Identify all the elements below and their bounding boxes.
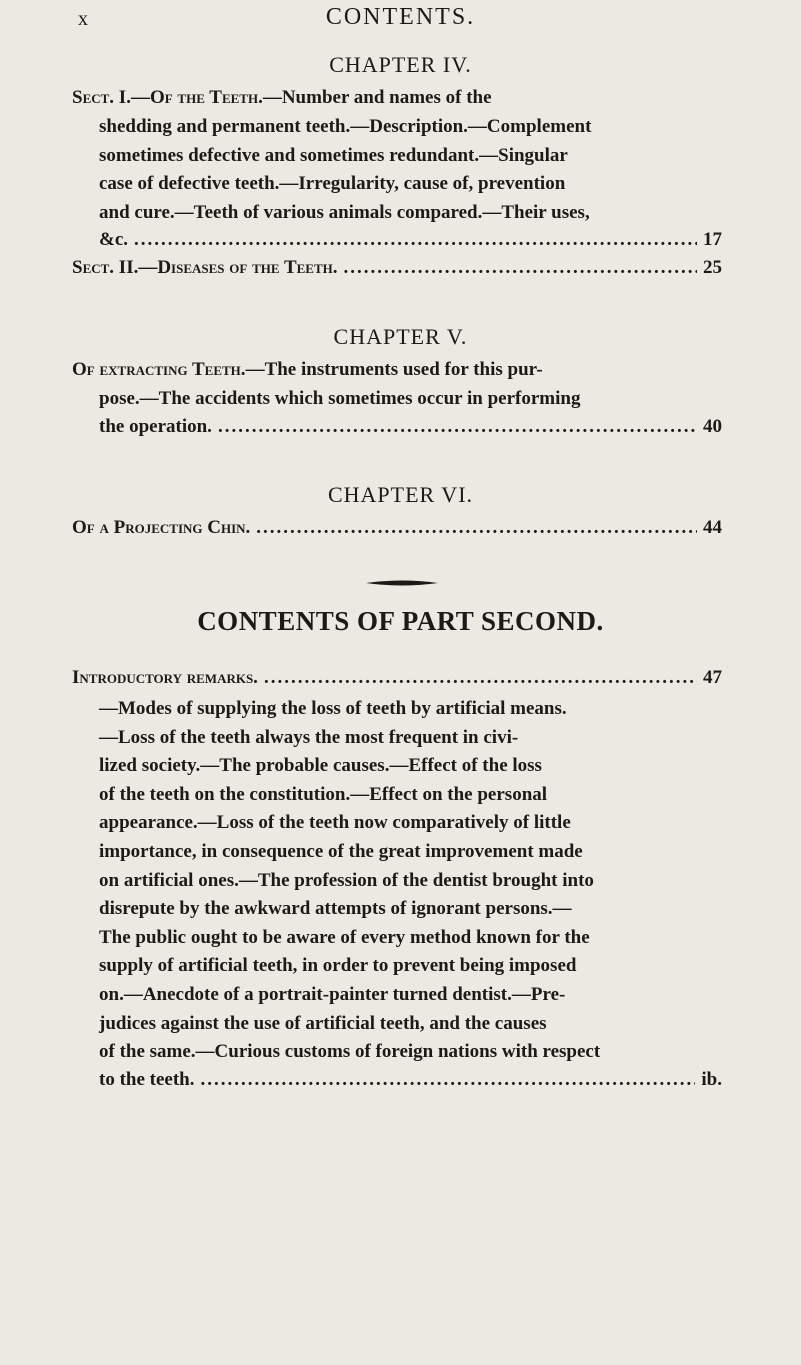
intro-label: Introductory remarks. — [72, 667, 258, 688]
sect-2-label: Sect. II.—Diseases of the Teeth. — [72, 257, 338, 278]
chapter-5-heading: CHAPTER V. — [333, 324, 468, 349]
part-2-line-9: supply of artificial teeth, in order to prevent being imposed — [99, 955, 577, 977]
chapter-5-label: Of extracting Teeth. — [72, 359, 246, 380]
dot-leader — [264, 667, 697, 689]
chapter-4-sect-1-body — [99, 113, 724, 227]
part-2-last-page: ib. — [701, 1069, 722, 1090]
dot-leader — [218, 416, 697, 438]
intro-page: 47 — [703, 667, 722, 688]
part-second-body — [99, 695, 724, 1067]
part-2-line-11: judices against the use of artificial teeth, and the causes — [99, 1012, 547, 1034]
page-number: x — [78, 8, 88, 30]
part-2-line-7: disrepute by the awkward attempts of ignorant persons.— — [99, 898, 572, 920]
sect-1-last-text: &c. — [99, 229, 129, 250]
chapter-4-heading: CHAPTER IV. — [329, 52, 472, 77]
sect-2-page: 25 — [703, 257, 722, 278]
chapter-5-body — [99, 385, 724, 414]
chapter-6-row — [72, 517, 722, 539]
dot-leader — [201, 1069, 696, 1091]
sect-1-line-2: sometimes defective and sometimes redundant.—Singular — [99, 144, 568, 166]
part-2-line-0: —Modes of supplying the loss of teeth by artificial means. — [99, 698, 567, 719]
ornament-rule-icon — [366, 578, 438, 588]
sect-1-line-0: —Number and names of the — [262, 87, 492, 108]
dot-leader — [344, 257, 698, 279]
sect-1-line-1: shedding and permanent teeth.—Description.—Complement — [99, 116, 592, 137]
part-second-title: CONTENTS OF PART SECOND. — [197, 606, 604, 636]
part-2-line-4: appearance.—Loss of the teeth now comparatively of little — [99, 812, 571, 834]
sect-1-page: 17 — [703, 229, 722, 250]
chapter-5-final-row — [99, 416, 722, 438]
chapter-5-line-1: pose.—The accidents which sometimes occur in performing — [99, 388, 581, 409]
chapter-5-page: 40 — [703, 416, 722, 437]
sect-1-final-row — [99, 229, 722, 251]
chapter-6-page: 44 — [703, 517, 722, 538]
sect-1-line-3: case of defective teeth.—Irregularity, cause of, prevention — [99, 173, 566, 195]
chapter-5-line-0: —The instruments used for this pur- — [245, 359, 543, 380]
part-2-final-row — [99, 1069, 722, 1091]
part-2-line-12: of the same.—Curious customs of foreign nations with respect — [99, 1041, 601, 1063]
part-2-line-8: The public ought to be aware of every method known for the — [99, 926, 590, 948]
part-2-line-10: on.—Anecdote of a portrait-painter turned dentist.—Pre- — [99, 983, 566, 1005]
chapter-5-first-line — [72, 359, 722, 381]
part-2-last-text: to the teeth. — [99, 1069, 195, 1090]
sect-1-label: Sect. I.—Of the Teeth. — [72, 87, 263, 108]
part-2-line-2: lized society.—The probable causes.—Effect of the loss — [99, 755, 542, 777]
sect-1-line-4: and cure.—Teeth of various animals compared.—Their uses, — [99, 201, 590, 223]
running-head: CONTENTS. — [325, 4, 476, 30]
chapter-5-last-text: the operation. — [99, 416, 212, 437]
chapter-6-label: Of a Projecting Chin. — [72, 517, 251, 538]
dot-leader — [256, 517, 697, 539]
part-2-line-3: of the teeth on the constitution.—Effect on the personal — [99, 783, 548, 805]
sect-2-row — [72, 257, 722, 279]
chapter-4-sect-1-first-line — [72, 87, 722, 109]
intro-row — [72, 667, 722, 689]
part-2-line-5: importance, in consequence of the great improvement made — [99, 840, 583, 862]
part-2-line-6: on artificial ones.—The profession of the dentist brought into — [99, 869, 594, 891]
chapter-6-heading: CHAPTER VI. — [327, 482, 474, 507]
dot-leader — [134, 229, 697, 251]
part-2-line-1: —Loss of the teeth always the most frequent in civi- — [99, 726, 519, 748]
